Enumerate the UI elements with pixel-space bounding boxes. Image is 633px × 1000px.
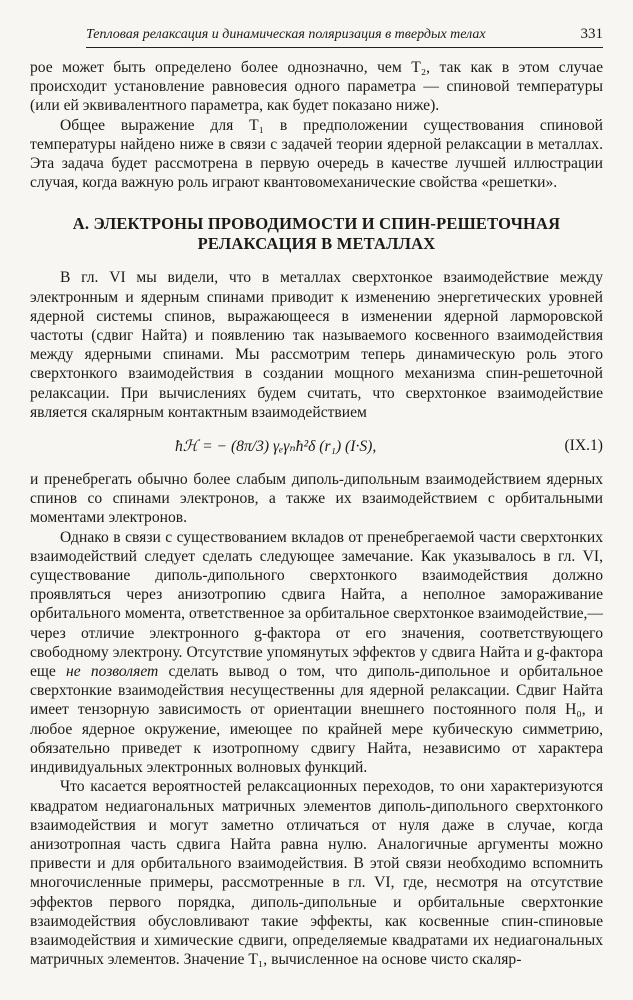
paragraph-5-part-b: сделать вывод о том, что диполь-дипольное и орбитальное сверхтонкие взаимодействия несущественны для ядерной релаксации. Сдвиг Найта имеет тензорную зависимость от ориентации внешнего постоянного поля H₀, и любое ядерное окружение, имеющее по крайней мере кубическую симметрию, обязательно приведет к изотропному сдвигу Найта, независимо от характера индивидуальных электронных волновых функций. bbox=[30, 663, 603, 777]
equation-number: (IX.1) bbox=[564, 437, 603, 455]
paragraph-1: рое может быть определено более однозначно, чем T₂, так как в этом случае происходит установление равновесия одного параметра — спиновой температуры (или ей эквивалентного параметра, как будет показано ниже). bbox=[30, 59, 603, 115]
equation-formula: ħℋ = − (8π/3) γₑγₙħ²δ (r₁) (I·S), bbox=[175, 437, 377, 455]
running-header bbox=[86, 26, 603, 48]
paragraph-5-emphasis: не позволяет bbox=[66, 663, 159, 681]
paragraph-4: и пренебрегать обычно более слабым диполь-дипольным взаимодействием ядерных спинов со спинами электронов, а также их взаимодействием с орбитальными моментами электронов. bbox=[30, 471, 603, 527]
page-number: 331 bbox=[580, 26, 603, 42]
paragraph-2: Общее выражение для T₁ в предположении существования спиновой температуры найдено ниже в связи с задачей теории ядерной релаксации в металлах. Эта задача будет рассмотрена в первую очередь в качестве лучшей иллюстрации случая, когда важную роль играют квантовомеханические свойства «решетки». bbox=[30, 116, 603, 192]
paragraph-5-part-a: Однако в связи с существованием вкладов от пренебрегаемой части сверхтонких взаимодействий следует сделать следующее замечание. Как указывалось в гл. VI, существование диполь-дипольного сверхтонкого взаимодействия должно проявляться через анизотропию сдвига Найта, а неполное замораживание орбитального момента, ответственное за орбитальное сверхтонкое взаимодействие,— через отличие электронного g-фактора от его значения, соответствующего свободному электрону. Отсутствие упомянутых эффектов у сдвига Найта и g-фактора еще bbox=[30, 528, 603, 681]
equation-ix-1 bbox=[30, 424, 603, 468]
section-title: А. ЭЛЕКТРОНЫ ПРОВОДИМОСТИ И СПИН-РЕШЕТОЧНАЯ РЕЛАКСАЦИЯ В МЕТАЛЛАХ bbox=[72, 214, 561, 254]
paragraph-3: В гл. VI мы видели, что в металлах сверхтонкое взаимодействие между электронным и ядерным спинами приводит к изменению энергетических уровней ядерной системы спинов, выражающееся в изменении ядерной ларморовской частоты (сдвиг Найта) и появлению так называемого косвенного взаимодействия между ядерными спинами. Мы рассмотрим теперь динамическую роль этого сверхтонкого взаимодействия в создании мощного механизма спин-решеточной релаксации. При вычислениях будем считать, что сверхтонкое взаимодействие является скалярным контактным взаимодействием bbox=[30, 269, 603, 421]
paragraph-6: Что касается вероятностей релаксационных переходов, то они характеризуются квадратом недиагональных матричных элементов диполь-дипольного сверхтонкого взаимодействия и могут заметно отличаться от нуля даже в случае, когда анизотропная часть сдвига Найта равна нулю. Аналогичные аргументы можно привести и для орбитального взаимодействия. В этой связи необходимо вспомнить многочисленные примеры, рассмотренные в гл. VI, где, несмотря на отсутствие эффектов первого порядка, диполь-дипольные и орбитальные сверхтонкие взаимодействия обусловливают такие эффекты, как косвенные спин-спиновые взаимодействия и химические сдвиги, определяемые квадратами их недиагональных матричных элементов. Значение T₁, вычисленное на основе чисто скаляр- bbox=[30, 778, 603, 969]
running-title: Тепловая релаксация и динамическая поляризация в твердых телах bbox=[86, 27, 486, 42]
paragraph-5 bbox=[30, 528, 603, 778]
